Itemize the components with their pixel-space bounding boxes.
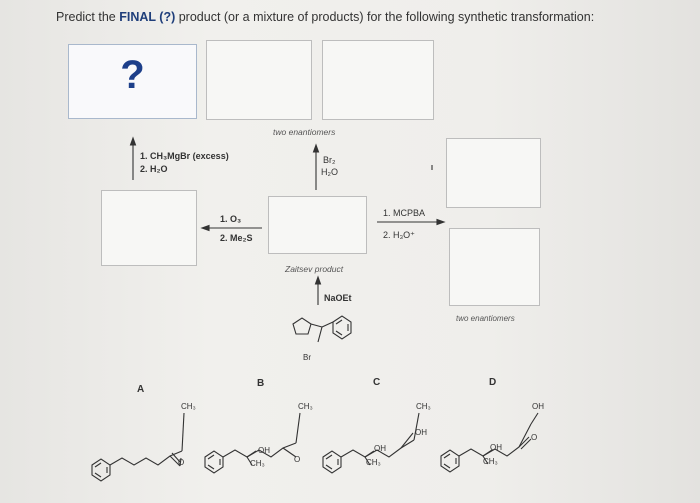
option-b-oh: OH bbox=[258, 446, 270, 455]
option-a-structure bbox=[92, 413, 184, 481]
option-b-o: O bbox=[294, 455, 301, 464]
option-c-structure bbox=[323, 413, 419, 473]
option-d-label[interactable]: D bbox=[489, 377, 497, 388]
option-b-structure bbox=[205, 413, 300, 473]
h2o-label: H₂O bbox=[321, 167, 338, 177]
ozonolysis-arrowhead bbox=[202, 226, 209, 231]
option-c-label[interactable]: C bbox=[373, 377, 381, 388]
option-a-label[interactable]: A bbox=[137, 384, 145, 395]
br2-arrowhead bbox=[314, 145, 319, 152]
option-b-label[interactable]: B bbox=[257, 378, 265, 389]
ozonolysis-step2: 2. Me₂S bbox=[220, 233, 253, 243]
two-enantiomers-right-label: two enantiomers bbox=[456, 314, 515, 323]
option-b-ch3: CH₃ bbox=[298, 402, 313, 411]
zaitsev-label: Zaitsev product bbox=[285, 264, 344, 274]
question-title: Predict the FINAL (?) product (or a mixture of products) for the following synthetic transformation: bbox=[56, 10, 595, 24]
ozonolysis-step1: 1. O₃ bbox=[220, 214, 242, 224]
mcpba-step2: 2. H₃O⁺ bbox=[383, 230, 415, 240]
mcpba-step1: 1. MCPBA bbox=[383, 208, 426, 218]
naoet-arrowhead bbox=[316, 277, 321, 284]
option-c-oh-upper: OH bbox=[415, 428, 427, 437]
option-a-o: O bbox=[178, 458, 185, 467]
option-c-ch3-lower: CH₃ bbox=[366, 458, 381, 467]
option-d-ch3: CH₃ bbox=[483, 457, 498, 466]
option-d-oh: OH bbox=[532, 402, 544, 411]
grignard-step1: 1. CH₃MgBr (excess) bbox=[140, 151, 229, 161]
two-enantiomers-top-label: two enantiomers bbox=[273, 127, 336, 137]
option-c-oh: OH bbox=[374, 444, 386, 453]
grignard-arrowhead bbox=[131, 138, 136, 145]
option-d-structure bbox=[441, 413, 538, 472]
option-d-o: O bbox=[531, 433, 538, 442]
c-br-bond bbox=[318, 327, 322, 342]
option-d-oh-lower: OH bbox=[490, 443, 502, 452]
question-mark: ? bbox=[120, 53, 145, 97]
br2-label: Br₂ bbox=[323, 155, 336, 165]
grignard-step2: 2. H₂O bbox=[140, 164, 168, 174]
naoet-label: NaOEt bbox=[324, 293, 352, 303]
option-a-ch3: CH₃ bbox=[181, 402, 196, 411]
mcpba-arrowhead bbox=[437, 220, 444, 225]
option-c-ch3: CH₃ bbox=[416, 402, 431, 411]
bromine-label: Br bbox=[303, 353, 311, 362]
option-b-ch3-lower: CH₃ bbox=[250, 459, 265, 468]
starting-material-structure bbox=[293, 316, 351, 342]
